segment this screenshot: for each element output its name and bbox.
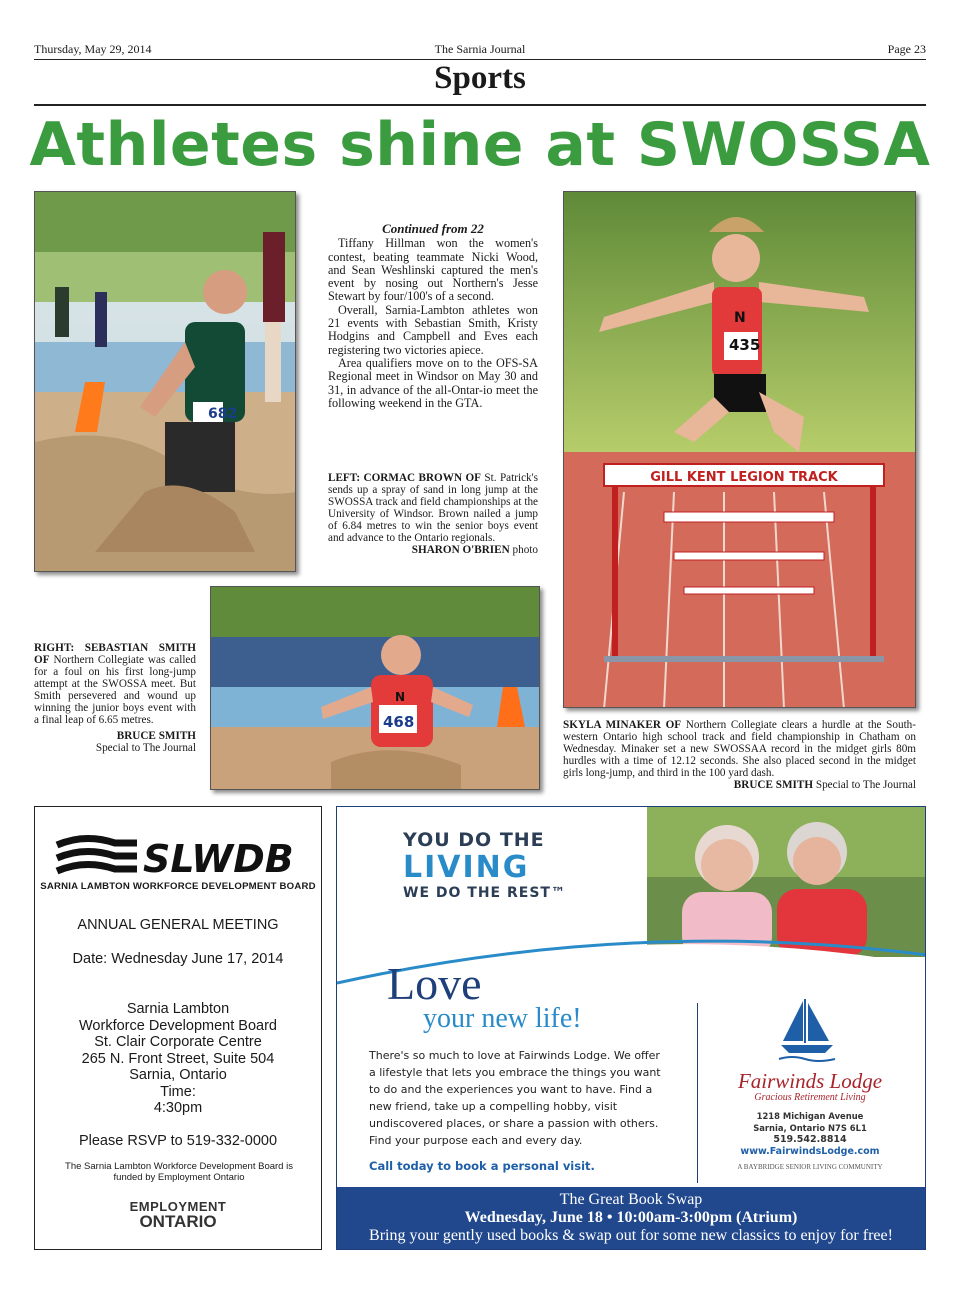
caption-lead: LEFT: CORMAC BROWN OF [328, 472, 481, 484]
lodge-phone: 519.542.8814 [773, 1134, 847, 1145]
meeting-address [35, 1001, 321, 1117]
credit-suffix: photo [512, 544, 538, 556]
agm-title: ANNUAL GENERAL MEETING [77, 917, 279, 933]
page-number: Page 23 [887, 42, 926, 56]
love-heading: Love [387, 958, 482, 1009]
meeting-date: Date: Wednesday June 17, 2014 [72, 951, 284, 967]
article-paragraph: Overall, Sarnia-Lambton athletes won 21 events with Sebastian Smith, Kristy Hodgins and Campbell and Eves each registering two victories apiece. [328, 302, 538, 357]
page-header [34, 40, 926, 58]
photo-credit [563, 779, 916, 791]
eo-line: EMPLOYMENT [129, 1199, 227, 1214]
lodge-website: www.FairwindsLodge.com [740, 1145, 880, 1157]
section-rule [34, 104, 926, 106]
org-name: SARNIA LAMBTON WORKFORCE DEVELOPMENT BOARD [40, 881, 316, 892]
caption-text: St. Patrick's sends up a spray of sand in long jump at the SWOSSA track and field championships at the University of Windsor. Brown nailed a jump of 6.84 metres to win the senior boys event and advance to the Ontario regionals. [328, 472, 539, 544]
lodge-contact [699, 1111, 921, 1157]
address-line: Workforce Development Board [79, 1017, 277, 1034]
divider [697, 1003, 698, 1183]
photo-credit [328, 544, 538, 556]
photo-credit [34, 730, 196, 754]
caption-left [328, 472, 538, 556]
rsvp-line: Please RSVP to 519-332-0000 [78, 1133, 278, 1149]
logo-text: SLWDB [143, 837, 294, 879]
lodge-address: 1218 Michigan Avenue [756, 1111, 864, 1121]
article [328, 222, 538, 410]
section-title: Sports [434, 60, 526, 96]
bib-number: 468 [383, 713, 415, 731]
banner-date: Wednesday, June 18 • 10:00am-3:00pm (Atrium) [464, 1209, 798, 1226]
sailboat-icon [777, 997, 837, 1068]
address-line: Time: [160, 1083, 196, 1100]
lodge-info [699, 1069, 921, 1171]
slwdb-logo [55, 831, 305, 879]
caption-text: Northern Collegiate clears a hurdle at the South-western Ontario high school track and field championship in Chatham on Wednesday. Minaker set a new SWOSSAA record in the midget girls 80m hurdles with a time of 12.12 seconds. She also placed second in the midget girls long-jump, and third in the 100 yard dash. [563, 719, 917, 779]
credit-name: BRUCE SMITH [116, 730, 196, 742]
photo-long-jump-smith [210, 586, 540, 790]
credit-name: SHARON O'BRIEN [411, 544, 510, 556]
continued-note: Continued from 22 [382, 221, 484, 236]
caption-lead: RIGHT: SEBASTIAN SMITH OF [34, 642, 196, 666]
caption-lead: SKYLA MINAKER OF [563, 719, 682, 731]
photo-long-jump-brown [34, 191, 296, 572]
book-swap-banner [337, 1187, 925, 1249]
bib-number: 682 [208, 406, 238, 422]
credit-suffix: Special to The Journal [815, 779, 916, 791]
address-line: Sarnia Lambton [126, 1001, 230, 1017]
caption-skyla [563, 719, 916, 791]
eo-line: ONTARIO [139, 1212, 217, 1231]
tagline-line: YOU DO THE [403, 829, 545, 851]
lodge-name: Fairwinds Lodge [737, 1069, 883, 1093]
ad-fairwinds [336, 806, 926, 1250]
banner-title: The Great Book Swap [559, 1191, 703, 1208]
call-to-action: Call today to book a personal visit. [369, 1159, 595, 1173]
ad-slwdb [34, 806, 322, 1250]
jersey-letter: N [395, 690, 406, 704]
paper-name: The Sarnia Journal [434, 42, 526, 56]
address-line: 265 N. Front Street, Suite 504 [81, 1050, 275, 1067]
credit-name: BRUCE SMITH [733, 779, 814, 791]
bib-number: 435 [729, 336, 761, 354]
article-paragraph: Tiffany Hillman won the women's contest, beating teammate Nicki Wood, and Sean Weshlinski captured the men's event by nosing out Northern's Jesse Stewart by four/100's of a second. [328, 236, 538, 304]
tagline-line: WE DO THE REST™ [403, 885, 566, 901]
jersey-letter: N [734, 310, 746, 326]
track-banner: GILL KENT LEGION TRACK [650, 470, 838, 485]
tagline [403, 829, 566, 901]
address-line: St. Clair Corporate Centre [94, 1034, 262, 1050]
new-life-heading: your new life! [423, 1003, 582, 1034]
caption-right [34, 642, 196, 754]
photo-hurdles-minaker [563, 191, 916, 708]
lodge-city: Sarnia, Ontario N7S 6L1 [753, 1122, 867, 1133]
issue-date: Thursday, May 29, 2014 [34, 42, 152, 56]
lodge-tagline: Gracious Retirement Living [754, 1092, 866, 1103]
address-line: 4:30pm [153, 1100, 203, 1116]
employment-ontario-logo [35, 1199, 321, 1229]
caption-text: Northern Collegiate was called for a foul on his first long-jump attempt at the SWOSSA meet. But Smith persevered and wound up winning the junior boys event with a final leap of 6.65 metres. [34, 654, 196, 726]
funding-note: The Sarnia Lambton Workforce Development Board is funded by Employment Ontario [65, 1161, 293, 1183]
tagline-line: LIVING [403, 850, 530, 885]
article-paragraph: Area qualifiers move on to the OFS-SA Regional meet in Windsor on May 30 and 31, in advance of the all-Ontar-io meet the following weekend in the GTA. [328, 355, 538, 410]
baybridge-note: A BAYBRIDGE SENIOR LIVING COMMUNITY [737, 1163, 883, 1171]
credit-suffix: Special to The Journal [95, 742, 196, 754]
banner-text: Bring your gently used books & swap out for some new classics to enjoy for free! [369, 1227, 893, 1244]
headline: Athletes shine at SWOSSA [29, 110, 931, 180]
address-line: Sarnia, Ontario [129, 1067, 227, 1083]
ad-body: There's so much to love at Fairwinds Lodge. We offer a lifestyle that lets you embrace the things you want to do and the experiences you want to have. Find a new friend, take up a compelling hobby, visit undiscovered places, or share a passion with others. Find your purpose each and every day. [369, 1049, 661, 1147]
